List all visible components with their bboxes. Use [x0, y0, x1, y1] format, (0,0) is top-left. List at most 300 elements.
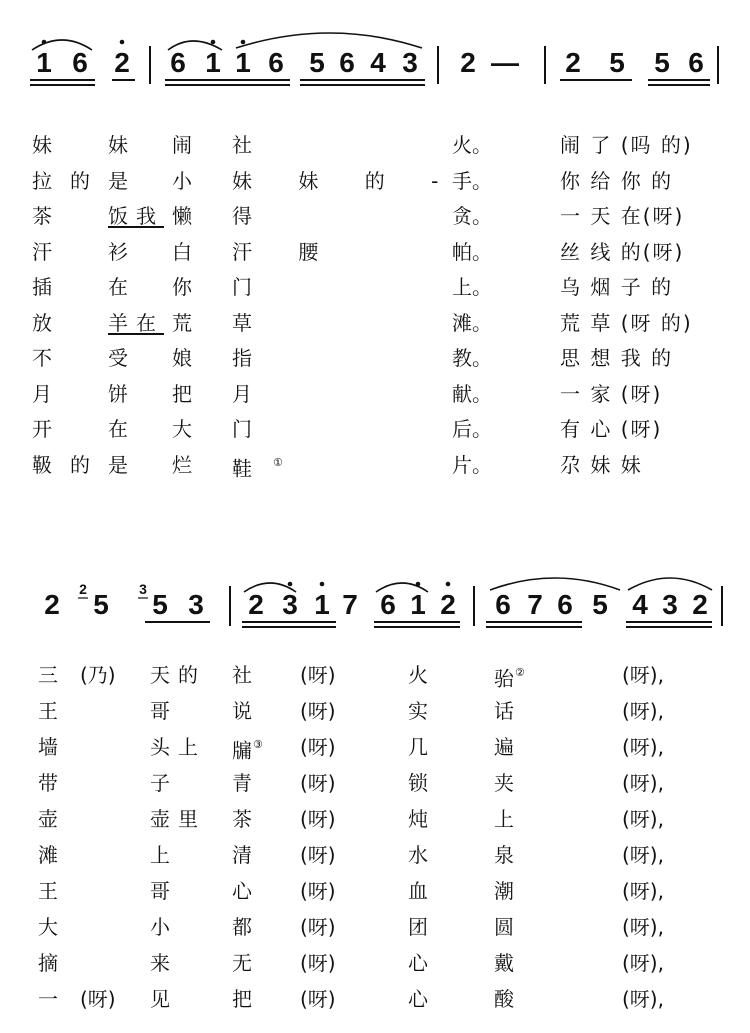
lyric-text: 帕。: [452, 239, 492, 264]
lyric-c7: [494, 768, 514, 798]
lyric-col2: [108, 308, 164, 338]
lyric-text: 把: [232, 987, 252, 1011]
lyric-c5: [300, 948, 336, 978]
lyric-text: 上: [494, 807, 514, 831]
lyric-col6: [560, 414, 662, 444]
note: 7: [342, 589, 358, 620]
note: 3: [282, 589, 298, 620]
lyric-text: 茶: [232, 807, 252, 831]
lyric-c8: [622, 732, 664, 762]
lyric-c4: [232, 912, 252, 942]
lyric-col4: [232, 379, 272, 409]
lyric-c7: [494, 984, 514, 1014]
lyric-text: 几: [408, 735, 428, 759]
lyric-col2: [108, 379, 136, 409]
lyric-c3: [150, 660, 206, 690]
lyric-text: 天的: [150, 663, 206, 687]
grace-note: 3: [139, 581, 147, 597]
lyric-text: 门: [232, 417, 272, 441]
lyric-c7: [494, 948, 514, 978]
lyric-col1: [32, 166, 108, 196]
lyric-c4: [232, 840, 252, 870]
lyric-text: 都: [232, 915, 252, 939]
note: 2: [692, 589, 708, 620]
note: 6: [339, 47, 355, 78]
lyric-col1: [32, 379, 70, 409]
lyric-text: 上。: [452, 275, 492, 299]
note: 7: [527, 589, 543, 620]
lyric-text: (乃): [80, 663, 116, 687]
lyric-text: 夹: [494, 771, 514, 795]
lyric-text: 你: [172, 275, 192, 299]
lyric-col3: [172, 343, 192, 373]
lyric-line: [0, 343, 750, 373]
note: 5: [309, 47, 325, 78]
lyric-text: 一 天 在(呀): [560, 204, 685, 228]
lyric-col3: [172, 308, 192, 338]
lyric-col3: [172, 237, 192, 267]
lyric-col4: [232, 130, 272, 160]
lyric-col2: [108, 130, 136, 160]
lyric-c1: [38, 768, 58, 798]
lyric-c4: [232, 984, 252, 1014]
lyric-text: (呀): [300, 771, 336, 795]
lyric-col4: [232, 450, 303, 484]
note: 5: [93, 589, 109, 620]
note: 5: [592, 589, 608, 620]
lyric-text: 墙: [38, 735, 58, 759]
lyric-text: 汗: [32, 239, 70, 264]
lyric-col6: [560, 379, 662, 409]
lyric-c8: [622, 696, 664, 726]
lyric-col6: [560, 272, 673, 302]
lyric-text: 贪。: [452, 204, 492, 228]
lyric-col4: [232, 272, 272, 302]
lyric-text: 血: [408, 879, 428, 903]
lyric-col4: [232, 343, 272, 373]
lyric-text: 社: [232, 663, 252, 687]
lyric-line: [0, 912, 750, 942]
lyric-c1: [38, 804, 58, 834]
lyric-text: 教。: [452, 346, 492, 370]
lyric-text: 把: [172, 381, 192, 406]
lyric-col2: [108, 201, 164, 231]
lyric-line: [0, 804, 750, 834]
lyric-col4: [232, 237, 338, 267]
lyric-text: 壶: [38, 807, 58, 831]
lyric-text: 懒: [172, 204, 192, 228]
lyric-line: [0, 984, 750, 1014]
lyric-c5: [300, 912, 336, 942]
lyric-text: 青: [232, 771, 252, 795]
lyric-col2: [108, 450, 136, 480]
lyric-text: 手。: [452, 168, 492, 193]
lyric-text: 火: [408, 663, 428, 687]
note: 2: [114, 47, 130, 78]
lyric-c8: [622, 660, 664, 690]
lyric-text: (呀): [300, 987, 336, 1011]
lyric-c1: [38, 876, 58, 906]
lyric-text: 饼: [108, 381, 136, 406]
notation-staff-2: [0, 568, 750, 638]
lyric-line: [0, 732, 750, 762]
lyric-text: (呀): [300, 663, 336, 687]
lyric-text: 来: [150, 951, 178, 975]
note: 2: [44, 589, 60, 620]
lyric-line: [0, 768, 750, 798]
lyric-text: 一 家 (呀): [560, 381, 663, 406]
lyric-text: 闹 了 (吗 的): [560, 133, 693, 157]
lyric-col2: [108, 343, 136, 373]
lyric-text: 开: [32, 417, 70, 441]
lyric-col2: [108, 272, 136, 302]
note: 6: [380, 589, 396, 620]
lyric-text: 妹 妹 的 -: [232, 168, 459, 193]
lyric-text: 头上: [150, 735, 206, 759]
lyric-line: [0, 166, 750, 196]
lyric-c6: [408, 948, 428, 978]
lyric-c2: [80, 984, 116, 1014]
lyric-text: 在: [108, 417, 136, 441]
lyric-text: 妹: [32, 133, 70, 157]
lyric-c1: [38, 732, 58, 762]
lyric-c1: [38, 696, 58, 726]
notation-staff-1: [0, 28, 750, 98]
lyric-c6: [408, 876, 428, 906]
lyric-line: [0, 272, 750, 302]
lyric-text: (呀),: [622, 807, 664, 831]
lyric-c4: [232, 732, 263, 766]
lyric-line: [0, 379, 750, 409]
lyric-c7: [494, 912, 514, 942]
lyric-text: (呀),: [622, 879, 664, 903]
lyric-c7: [494, 876, 514, 906]
note: 6: [170, 47, 186, 78]
lyric-c3: [150, 732, 206, 762]
lyric-c8: [622, 984, 664, 1014]
lyric-c7: [494, 840, 514, 870]
lyric-c8: [622, 948, 664, 978]
lyric-text: 摘: [38, 951, 58, 975]
lyric-col6: [560, 343, 673, 373]
note: 2: [440, 589, 456, 620]
lyric-c5: [300, 768, 336, 798]
lyric-line: [0, 237, 750, 267]
footnote-mark: ②: [515, 666, 525, 679]
octave-dot: [120, 40, 125, 45]
lyric-text: 壶里: [150, 807, 206, 831]
lyric-text: 茶: [32, 204, 70, 228]
lyric-c1: [38, 660, 58, 690]
lyric-text: 月: [32, 381, 70, 406]
lyric-c4: [232, 804, 252, 834]
lyric-text: 得: [232, 204, 272, 228]
note: 2: [248, 589, 264, 620]
lyric-c8: [622, 840, 664, 870]
footnote-mark: ③: [253, 738, 263, 751]
lyric-text: 一: [38, 987, 58, 1011]
lyric-col2: [108, 414, 136, 444]
octave-dot: [320, 582, 325, 587]
octave-dot: [211, 40, 216, 45]
lyric-col1: [32, 450, 108, 480]
lyric-col4: [232, 201, 272, 231]
lyric-col4: [232, 166, 458, 196]
lyric-c3: [150, 804, 206, 834]
lyric-text: 社: [232, 133, 272, 157]
lyric-line: [0, 450, 750, 480]
note: 6: [557, 589, 573, 620]
lyric-text: 烂: [172, 452, 192, 477]
lyric-c7: [494, 660, 525, 694]
lyric-c4: [232, 948, 252, 978]
lyric-col6: [560, 450, 643, 480]
lyric-c5: [300, 876, 336, 906]
lyric-text: 闹: [172, 133, 192, 157]
lyric-text: (呀),: [622, 699, 664, 723]
lyric-col6: [560, 130, 693, 160]
lyric-col1: [32, 308, 70, 338]
lyric-c3: [150, 768, 178, 798]
lyric-text: 清: [232, 843, 252, 867]
lyric-line: [0, 201, 750, 231]
note: 3: [188, 589, 204, 620]
lyric-col6: [560, 237, 684, 267]
note: 5: [609, 47, 625, 78]
lyric-text: (呀),: [622, 663, 664, 687]
lyric-c1: [38, 840, 58, 870]
lyric-text: 三: [38, 663, 58, 687]
lyric-text: (呀): [80, 987, 116, 1011]
lyric-c7: [494, 732, 514, 762]
lyric-col5: [452, 343, 492, 373]
lyric-text: 月: [232, 381, 272, 406]
lyric-text: 团: [408, 915, 428, 939]
lyric-text: 哥: [150, 699, 178, 723]
lyric-text: 炖: [408, 807, 428, 831]
lyric-text: 心: [232, 879, 252, 903]
lyric-c5: [300, 732, 336, 762]
lyric-col5: [452, 237, 492, 267]
lyric-text: 滩。: [452, 310, 492, 335]
lyric-text: 子: [150, 771, 178, 795]
lyric-text: 戴: [494, 951, 514, 975]
lyric-text: 放: [32, 310, 70, 335]
lyric-c5: [300, 804, 336, 834]
lyric-text: 大: [38, 915, 58, 939]
lyric-text: 酸: [494, 987, 514, 1011]
lyric-text: 丝 线 的(呀): [560, 239, 685, 264]
lyric-text: 滩: [38, 843, 58, 867]
lyric-text: 片。: [452, 452, 492, 477]
lyric-text: 靸的: [32, 452, 108, 477]
lyric-col5: [452, 379, 492, 409]
lyric-text: (呀): [300, 879, 336, 903]
lyric-text: 上: [150, 843, 178, 867]
octave-dot: [446, 582, 451, 587]
note: 6: [688, 47, 704, 78]
lyric-col3: [172, 130, 192, 160]
lyric-text: 拉的: [32, 168, 108, 193]
note: 4: [632, 589, 648, 620]
lyric-col5: [452, 414, 492, 444]
lyric-text: (呀),: [622, 843, 664, 867]
lyric-col1: [32, 272, 70, 302]
slur: [236, 33, 422, 48]
footnote-mark: ①: [273, 455, 303, 469]
lyric-col6: [560, 201, 684, 231]
lyric-c6: [408, 696, 428, 726]
lyric-text: 白: [172, 239, 192, 264]
note: 1: [314, 589, 330, 620]
lyric-text: (呀): [300, 699, 336, 723]
lyric-c6: [408, 660, 428, 690]
lyric-c6: [408, 804, 428, 834]
lyric-text: 后。: [452, 417, 492, 441]
lyric-text: 小: [150, 915, 178, 939]
lyric-col1: [32, 130, 70, 160]
lyric-text: 受: [108, 346, 136, 370]
lyric-c3: [150, 696, 178, 726]
lyric-text: 潮: [494, 879, 514, 903]
lyric-col2: [108, 237, 136, 267]
lyric-text: (呀): [300, 915, 336, 939]
lyric-text: 草: [232, 310, 272, 335]
lyric-c8: [622, 876, 664, 906]
lyric-text: 思 想 我 的: [560, 346, 674, 370]
lyric-text: 泉: [494, 843, 514, 867]
lyric-c4: [232, 876, 252, 906]
note: 1: [235, 47, 251, 78]
lyric-col1: [32, 414, 70, 444]
lyric-text: 大: [172, 417, 192, 441]
note: 1: [410, 589, 426, 620]
lyric-text: 牖: [232, 738, 252, 763]
lyric-text: 火。: [452, 133, 492, 157]
lyric-col4: [232, 308, 272, 338]
lyric-text: (呀): [300, 735, 336, 759]
lyric-line: [0, 130, 750, 160]
lyric-text: 不: [32, 346, 70, 370]
lyric-c4: [232, 660, 252, 690]
lyric-c5: [300, 840, 336, 870]
note: 3: [402, 47, 418, 78]
lyric-col5: [452, 272, 492, 302]
note: 2: [460, 47, 476, 78]
lyric-text: 带: [38, 771, 58, 795]
lyric-text: 妹: [108, 133, 136, 157]
lyric-text: 尕 妹 妹: [560, 452, 643, 477]
lyric-col5: [452, 201, 492, 231]
lyric-text: (呀): [300, 807, 336, 831]
lyric-c8: [622, 912, 664, 942]
lyric-text: 在: [108, 275, 136, 299]
note: 5: [654, 47, 670, 78]
lyric-col4: [232, 414, 272, 444]
lyric-text: (呀),: [622, 915, 664, 939]
lyric-c1: [38, 912, 58, 942]
lyric-line: [0, 876, 750, 906]
lyric-text: 衫: [108, 239, 136, 264]
lyric-text: 鞋: [232, 456, 272, 481]
note: 6: [495, 589, 511, 620]
lyric-c6: [408, 984, 428, 1014]
lyric-c8: [622, 768, 664, 798]
lyric-c6: [408, 840, 428, 870]
lyric-text: 是: [108, 452, 136, 477]
lyric-col3: [172, 450, 192, 480]
lyric-col3: [172, 166, 192, 196]
note: 5: [152, 589, 168, 620]
lyric-c3: [150, 876, 178, 906]
lyric-text: 骀: [494, 666, 514, 691]
lyric-col1: [32, 237, 70, 267]
lyric-text: 门: [232, 275, 272, 299]
lyric-c3: [150, 840, 178, 870]
lyric-c2: [80, 660, 116, 690]
lyric-text: 遍: [494, 735, 514, 759]
lyric-line: [0, 308, 750, 338]
lyric-c5: [300, 696, 336, 726]
note: —: [491, 47, 519, 78]
lyric-line: [0, 414, 750, 444]
lyric-c4: [232, 768, 252, 798]
lyric-c6: [408, 912, 428, 942]
lyric-col3: [172, 414, 192, 444]
lyric-c5: [300, 984, 336, 1014]
lyric-text: 饭我: [108, 204, 164, 228]
lyric-text: 圆: [494, 915, 514, 939]
lyric-col5: [452, 450, 492, 480]
grace-note: 2: [79, 581, 87, 597]
lyric-text: 你 给 你 的: [560, 168, 674, 193]
lyric-c3: [150, 948, 178, 978]
lyric-text: (呀),: [622, 951, 664, 975]
lyric-text: 王: [38, 699, 58, 723]
lyric-text: 说: [232, 699, 252, 723]
lyric-col5: [452, 308, 492, 338]
lyric-c3: [150, 912, 178, 942]
lyric-text: 娘: [172, 346, 192, 370]
lyric-col3: [172, 379, 192, 409]
lyric-col1: [32, 201, 70, 231]
lyric-text: (呀),: [622, 735, 664, 759]
lyric-text: 指: [232, 346, 272, 370]
note: 4: [370, 47, 386, 78]
lyric-col6: [560, 308, 693, 338]
lyric-text: 王: [38, 879, 58, 903]
lyric-col3: [172, 201, 192, 231]
lyric-text: 锁: [408, 771, 428, 795]
note: 1: [205, 47, 221, 78]
lyric-text: 水: [408, 843, 428, 867]
lyric-c3: [150, 984, 178, 1014]
lyric-text: (呀): [300, 951, 336, 975]
lyric-c7: [494, 804, 514, 834]
note: 1: [36, 47, 52, 78]
lyric-text: 话: [494, 699, 514, 723]
lyric-text: 是: [108, 168, 136, 193]
lyric-text: (呀),: [622, 771, 664, 795]
lyric-line: [0, 660, 750, 690]
lyric-c7: [494, 696, 514, 726]
lyric-c4: [232, 696, 252, 726]
lyric-c6: [408, 768, 428, 798]
note: 3: [662, 589, 678, 620]
lyric-text: 荒 草 (呀 的): [560, 310, 693, 335]
lyric-col1: [32, 343, 70, 373]
lyric-c1: [38, 948, 58, 978]
